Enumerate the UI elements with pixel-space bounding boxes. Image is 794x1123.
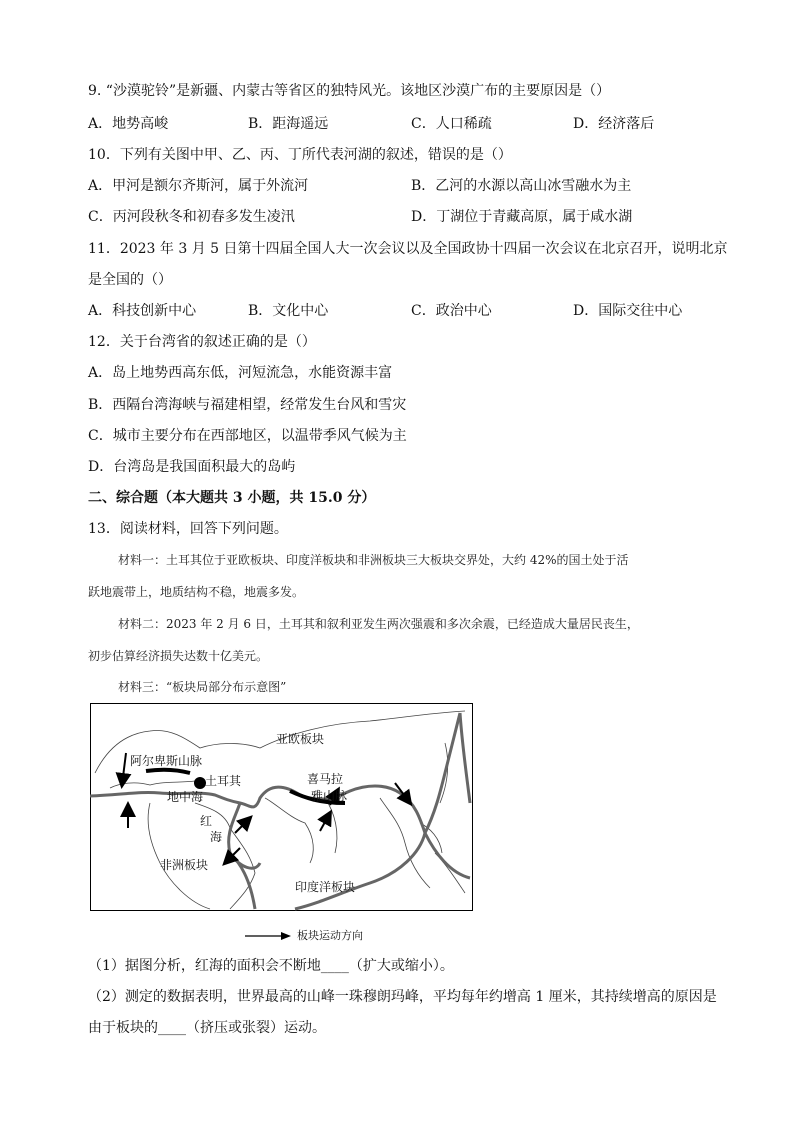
q9-option-d: D．经济落后 — [573, 116, 655, 132]
material2-line2: 初步估算经济损失达数十亿美元。 — [88, 649, 269, 663]
q13-stem: 13．阅读材料，回答下列问题。 — [88, 521, 288, 537]
material1-line2: 跃地震带上，地质结构不稳，地震多发。 — [88, 585, 305, 599]
q10-stem: 10．下列有关图中甲、乙、丙、丁所代表河湖的叙述，错误的是（） — [88, 147, 512, 163]
q10-option-a: A．甲河是额尔齐斯河，属于外流河 — [88, 178, 309, 194]
label-turkey: 土耳其 — [205, 774, 242, 788]
label-red-sea-1: 红 — [200, 814, 213, 828]
q11-option-c: C．政治中心 — [411, 303, 492, 319]
q13-sub2-line1: （2）测定的数据表明，世界最高的山峰一珠穆朗玛峰，平均每年约增高 1 厘米，其持续增高的原因是 — [88, 989, 717, 1005]
label-himalaya-1: 喜马拉 — [307, 772, 344, 786]
q9-stem: 9. “沙漠驼铃”是新疆、内蒙古等省区的独特风光。该地区沙漠广布的主要原因是（） — [88, 83, 611, 99]
q10-option-b: B．乙河的水源以高山冰雪融水为主 — [411, 178, 632, 194]
label-african-plate: 非洲板块 — [160, 858, 209, 872]
q12-option-c: C．城市主要分布在西部地区，以温带季风气候为主 — [88, 428, 407, 444]
material2-line1: 材料二：2023 年 2 月 6 日，土耳其和叙利亚发生两次强震和多次余震，已经造成大量居民丧生， — [118, 617, 639, 631]
q9-option-b: B．距海遥远 — [248, 116, 329, 132]
q10-option-d: D．丁湖位于青藏高原，属于咸水湖 — [411, 209, 633, 225]
q12-stem: 12．关于台湾省的叙述正确的是（） — [88, 334, 316, 350]
q12-option-d: D．台湾岛是我国面积最大的岛屿 — [88, 459, 296, 475]
label-red-sea-2: 海 — [210, 830, 223, 844]
q11-stem-line1: 11．2023 年 3 月 5 日第十四届全国人大一次会议以及全国政协十四届一次会议在北京召开，说明北京 — [88, 241, 728, 257]
q13-sub2-line2: 由于板块的____（挤压或张裂）运动。 — [88, 1020, 326, 1036]
material3-caption: 材料三：“板块局部分布示意图” — [118, 680, 287, 694]
map-legend — [245, 928, 363, 944]
q11-stem-line2: 是全国的（） — [88, 272, 172, 288]
q9-option-a: A．地势高峻 — [88, 116, 169, 132]
label-himalaya-2: 雅山脉 — [311, 789, 348, 803]
q10-option-c: C．丙河段秋冬和初春多发生凌汛 — [88, 209, 295, 225]
q11-option-a: A．科技创新中心 — [88, 303, 197, 319]
legend-label: 板块运动方向 — [297, 929, 363, 942]
label-indian-plate: 印度洋板块 — [295, 880, 356, 894]
label-eurasian-plate: 亚欧板块 — [276, 732, 325, 746]
legend-arrow-icon — [245, 932, 291, 940]
q11-option-d: D．国际交往中心 — [573, 303, 683, 319]
label-mediterranean: 地中海 — [167, 790, 204, 804]
q11-option-b: B．文化中心 — [248, 303, 329, 319]
q13-sub1: （1）据图分析，红海的面积会不断地____（扩大或缩小）。 — [88, 958, 454, 974]
plate-distribution-map — [90, 703, 473, 911]
label-alps: 阿尔卑斯山脉 — [130, 754, 203, 768]
q12-option-b: B．西隔台湾海峡与福建相望，经常发生台风和雪灾 — [88, 397, 407, 413]
q12-option-a: A．岛上地势西高东低，河短流急，水能资源丰富 — [88, 365, 393, 381]
q9-option-c: C．人口稀疏 — [411, 116, 492, 132]
section-title: 二、综合题（本大题共 3 小题，共 15.0 分） — [88, 490, 376, 506]
material1-line1: 材料一：土耳其位于亚欧板块、印度洋板块和非洲板块三大板块交界处，大约 42%的国土处于活 — [118, 553, 629, 567]
